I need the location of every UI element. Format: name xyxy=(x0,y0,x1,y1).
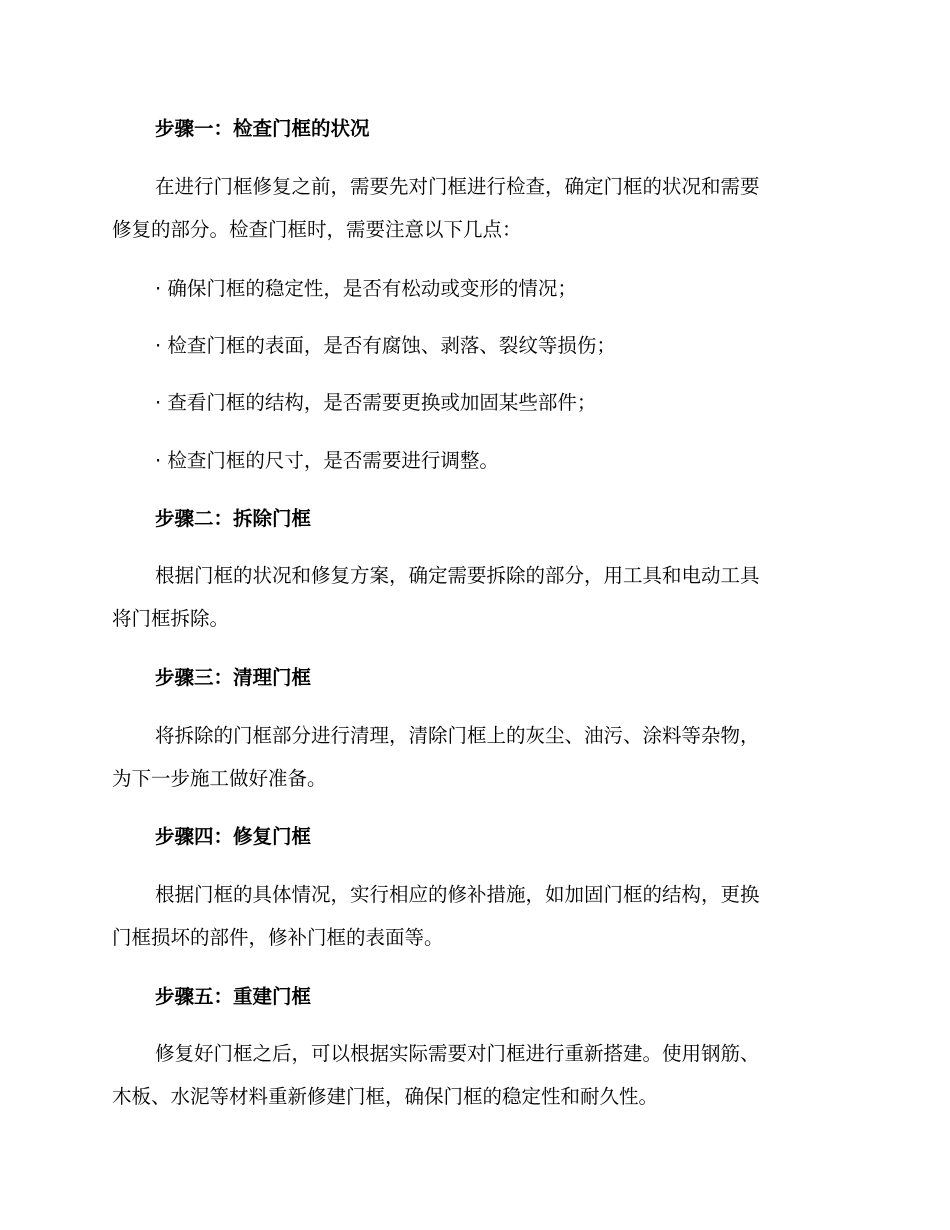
step5-paragraph-line1: 修复好门框之后，可以根据实际需要对门框进行重新搭建。使用钢筋、 xyxy=(155,1042,760,1065)
step1-heading: 步骤一：检查门框的状况 xyxy=(155,117,370,140)
step4-paragraph-line2: 门框损坏的部件，修补门框的表面等。 xyxy=(112,926,444,949)
step1-bullet-4: · 检查门框的尺寸，是否需要进行调整。 xyxy=(155,449,499,472)
step1-bullet-3: · 查看门框的结构，是否需要更换或加固某些部件； xyxy=(155,391,597,414)
step3-paragraph-line2: 为下一步施工做好准备。 xyxy=(112,767,327,790)
step2-heading: 步骤二：拆除门框 xyxy=(155,507,312,530)
step2-paragraph-line2: 将门框拆除。 xyxy=(112,607,230,630)
step4-heading: 步骤四：修复门框 xyxy=(155,825,312,848)
step1-bullet-1: · 确保门框的稳定性，是否有松动或变形的情况； xyxy=(155,277,577,300)
step1-paragraph-line1: 在进行门框修复之前，需要先对门框进行检查，确定门框的状况和需要 xyxy=(155,175,760,198)
step3-heading: 步骤三：清理门框 xyxy=(155,666,312,689)
step1-bullet-2: · 检查门框的表面，是否有腐蚀、剥落、裂纹等损伤； xyxy=(155,334,616,357)
step5-heading: 步骤五：重建门框 xyxy=(155,985,312,1008)
step2-paragraph-line1: 根据门框的状况和修复方案，确定需要拆除的部分，用工具和电动工具 xyxy=(155,564,760,587)
step1-paragraph-line2: 修复的部分。检查门框时，需要注意以下几点： xyxy=(112,218,522,241)
step4-paragraph-line1: 根据门框的具体情况，实行相应的修补措施，如加固门框的结构，更换 xyxy=(155,883,760,906)
step3-paragraph-line1: 将拆除的门框部分进行清理，清除门框上的灰尘、油污、涂料等杂物， xyxy=(155,724,760,747)
step5-paragraph-line2: 木板、水泥等材料重新修建门框，确保门框的稳定性和耐久性。 xyxy=(112,1085,659,1108)
